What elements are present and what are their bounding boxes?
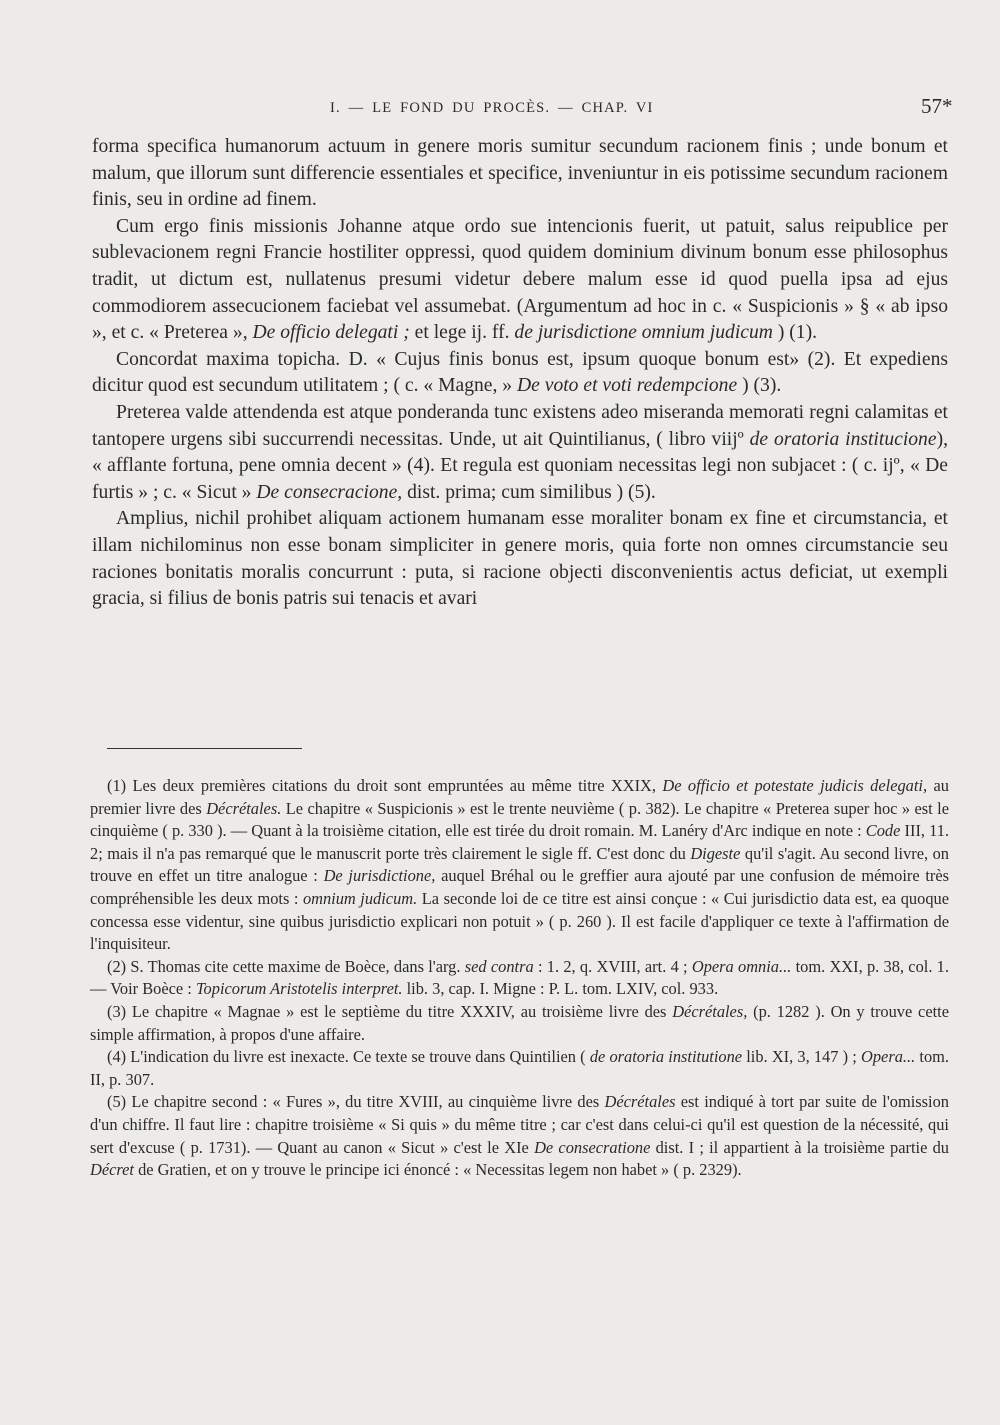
page-number: 57* [921,94,953,118]
main-text [92,134,948,613]
footnote-separator [107,748,302,749]
footnote-2: (2) S. Thomas cite cette maxime de Boèce, dans l'arg. sed contra : 1. 2, q. XVIII, art. 4 ; Opera omnia... tom. XXI, p. 38, col. 1. — Voir Boèce : Topicorum Aristotelis interpret. lib. 3, cap. I. Migne : P. L. tom. LXIV, col. 933. [90,956,949,999]
paragraph-4: Preterea valde attendenda est atque ponderanda tunc existens adeo miseranda memorati regni calamitas et tantopere urgens sibi succurrendi necessitas. Unde, ut ait Quintilianus, ( libro viijº de oratoria institucione), « afflante fortuna, pene omnia decent » (4). Et regula est quoniam necessitas legi non subjacet : ( c. ijº, « De furtis » ; c. « Sicut » De consecracione, dist. prima; cum similibus ) (5). [92,401,948,503]
running-header [0,94,1000,122]
running-title: I. — LE FOND DU PROCÈS. — CHAP. VI [330,100,654,116]
paragraph-5: Amplius, nichil prohibet aliquam actionem humanam esse moraliter bonam ex fine et circumstancia, et illam nichilominus non esse bonam simpliciter in genere moris, quia forte non omnes circumstancie seu raciones bonitatis moralis concurrunt : puta, si racione objecti disconvenientis actus deficiat, ut exempli gracia, si filius de bonis patris sui tenacis et avari [92,508,948,610]
footnote-1: (1) Les deux premières citations du droit sont empruntées au même titre XXIX, De officio et potestate judicis delegati, au premier livre des Décrétales. Le chapitre « Suspicionis » est le trente neuvième ( p. 382). Le chapitre « Preterea super hoc » est le cinquième ( p. 330 ). — Quant à la troisième citation, elle est tirée du droit romain. M. Lanéry d'Arc indique en note : Code III, 11. 2; mais il n'a pas remarqué que le manuscrit porte très clairement le sigle ff. C'est donc du Digeste qu'il s'agit. Au second livre, on trouve en effet un titre analogue : De jurisdictione, auquel Bréhal ou le greffier aura ajouté par une confusion de mémoire très compréhensible les deux mots : omnium judicum. La seconde loi de ce titre est ainsi conçue : « Cui jurisdictio data est, ea quoque concessa esse videntur, sine quibus jurisdictio explicari non potuit » ( p. 260 ). Il est facile d'appliquer ce texte à l'affirmation de l'inquisiteur. [90,776,949,954]
footnote-5: (5) Le chapitre second : « Fures », du titre XVIII, au cinquième livre des Décrétales est indiqué à tort par suite de l'omission d'un chiffre. Il faut lire : chapitre troisième « Si quis » du même titre ; car c'est dans celui-ci qu'il est question de la nécessité, qui sert d'excuse ( p. 1731). — Quant au canon « Sicut » c'est le XIe De consecratione dist. I ; il appartient à la troisième partie du Décret de Gratien, et on y trouve le principe ici énoncé : « Necessitas legem non habet » ( p. 2329). [90,1092,949,1180]
paragraph-1: forma specifica humanorum actuum in genere moris sumitur secundum racionem finis ; unde bonum et malum, que illorum sunt differencie essentiales et specifice, inveniuntur in eis potissime secundum racionem finis, seu in ordine ad finem. [92,136,948,211]
footnote-4: (4) L'indication du livre est inexacte. Ce texte se trouve dans Quintilien ( de oratoria institutione lib. XI, 3, 147 ) ; Opera... tom. II, p. 307. [90,1047,949,1089]
footnotes [90,775,949,1182]
paragraph-2: Cum ergo finis missionis Johanne atque ordo sue intencionis fuerit, ut patuit, salus reipublice per sublevacionem regni Francie hostiliter oppressi, quod quidem dominium divinum bonum esse philosophus tradit, ut dictum est, nullatenus presumi videtur debere malum esse id quod puella ipsa ad ejus commodiorem assecucionem faciebat vel assumebat. (Argumentum ad hoc in c. « Suspicionis » § « ab ipso », et c. « Preterea », De officio delegati ; et lege ij. ff. de jurisdictione omnium judicum ) (1). [92,215,948,344]
footnote-3: (3) Le chapitre « Magnae » est le septième du titre XXXIV, au troisième livre des Décrétales, (p. 1282 ). On y trouve cette simple affirmation, à propos d'une affaire. [90,1001,949,1044]
paragraph-3: Concordat maxima topicha. D. « Cujus finis bonus est, ipsum quoque bonum est» (2). Et expediens dicitur quod est secundum utilitatem ; ( c. « Magne, » De voto et voti redempcione ) (3). [92,348,948,397]
